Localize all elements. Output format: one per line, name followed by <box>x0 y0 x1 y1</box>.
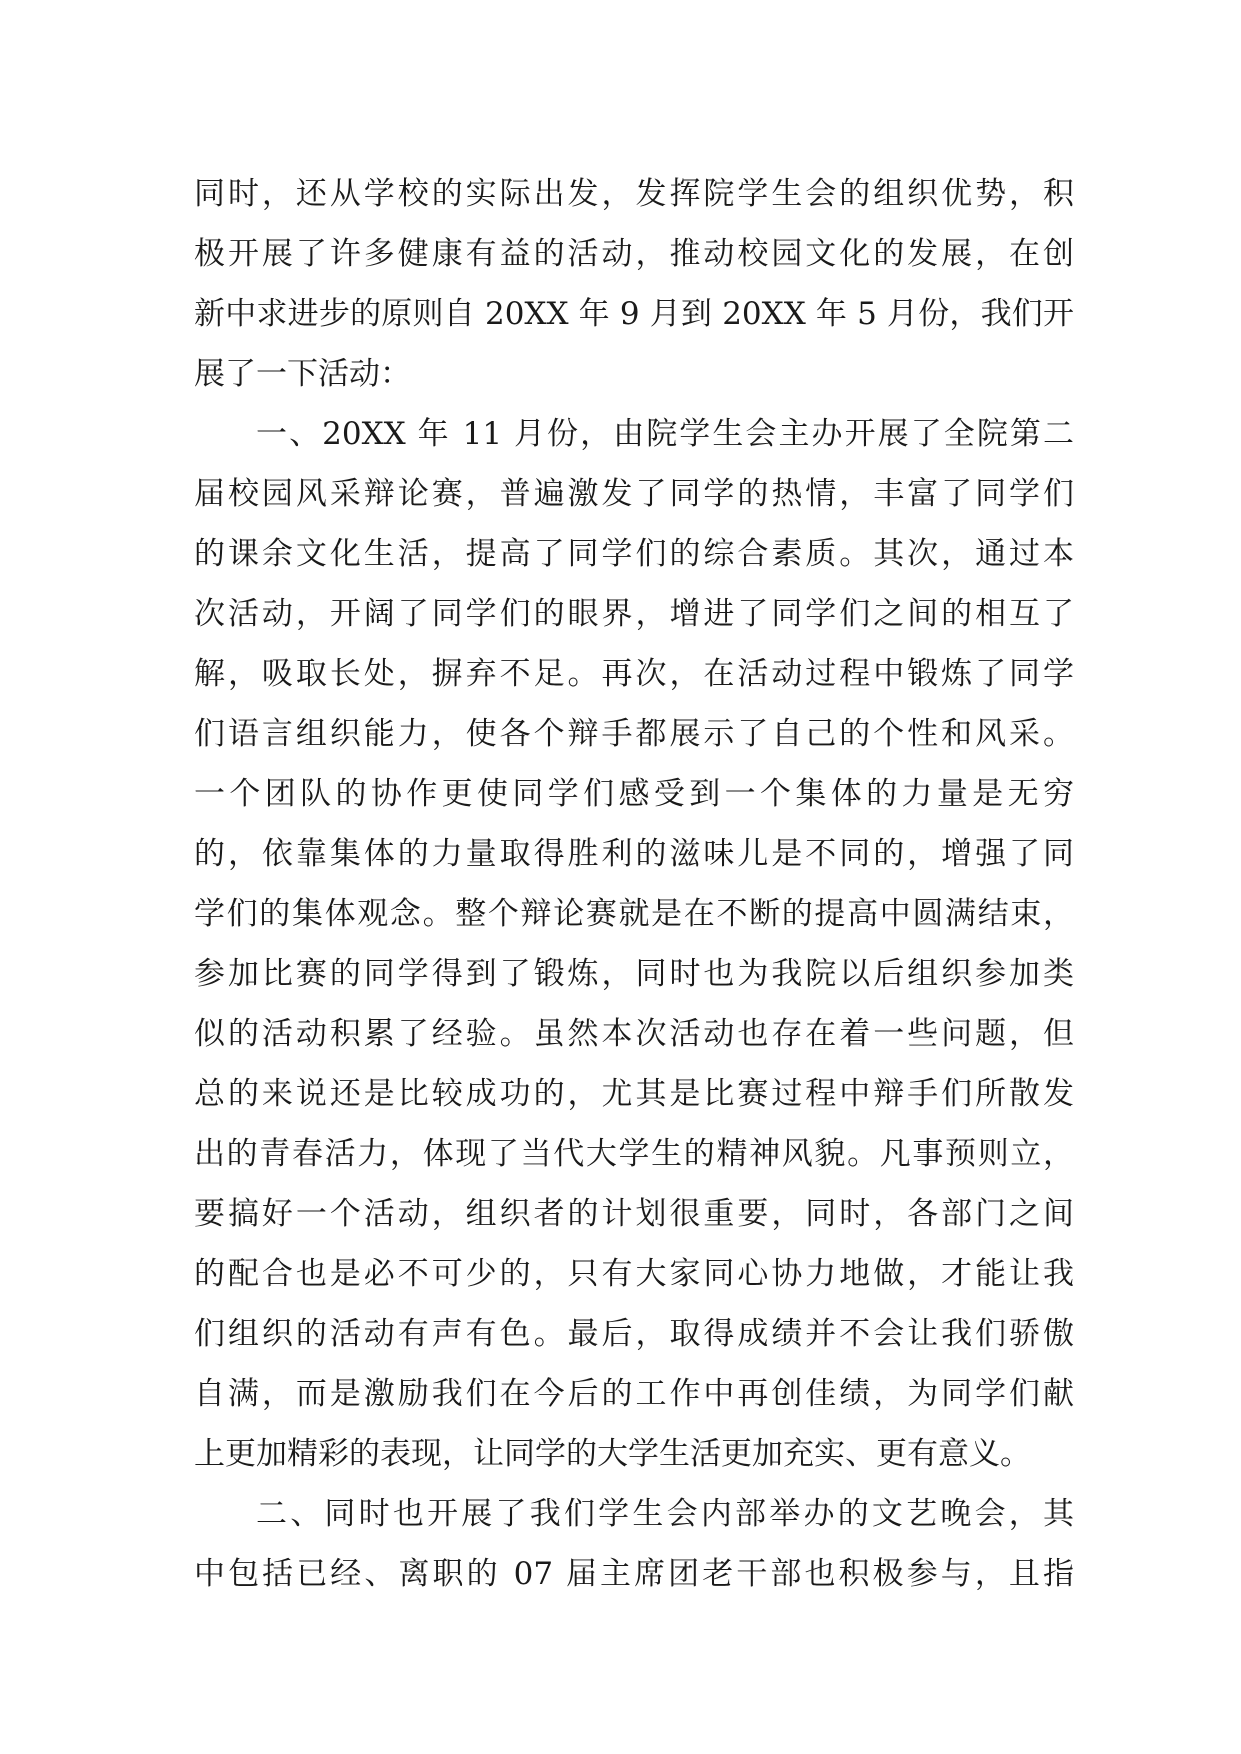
paragraph-start-line: 二、同时也开展了我们学生会内部举办的文艺晚会，其 <box>256 1496 1074 1532</box>
text-line: 的配合也是必不可少的，只有大家同心协力地做，才能让我 <box>194 1256 1074 1292</box>
document-body <box>194 164 1074 1604</box>
text-line: 上更加精彩的表现，让同学的大学生活更加充实、更有意义。 <box>194 1436 1031 1472</box>
text-line: 要搞好一个活动，组织者的计划很重要，同时，各部门之间 <box>194 1196 1074 1232</box>
text-line: 自满，而是激励我们在今后的工作中再创佳绩，为同学们献 <box>194 1376 1074 1412</box>
text-line: 次活动，开阔了同学们的眼界，增进了同学们之间的相互了 <box>194 596 1074 632</box>
text-line: 中包括已经、离职的 07 届主席团老干部也积极参与，且指 <box>194 1556 1074 1592</box>
text-line: 们组织的活动有声有色。最后，取得成绩并不会让我们骄傲 <box>194 1316 1074 1352</box>
text-line: 展了一下活动： <box>194 356 411 392</box>
text-line: 新中求进步的原则自 20XX 年 9 月到 20XX 年 5 月份，我们开 <box>194 296 1074 332</box>
text-line: 的，依靠集体的力量取得胜利的滋味儿是不同的，增强了同 <box>194 836 1074 872</box>
text-line: 参加比赛的同学得到了锻炼，同时也为我院以后组织参加类 <box>194 956 1074 992</box>
text-line: 似的活动积累了经验。虽然本次活动也存在着一些问题，但 <box>194 1016 1074 1052</box>
text-line: 总的来说还是比较成功的，尤其是比赛过程中辩手们所散发 <box>194 1076 1074 1112</box>
text-line: 的课余文化生活，提高了同学们的综合素质。其次，通过本 <box>194 536 1074 572</box>
text-line: 极开展了许多健康有益的活动，推动校园文化的发展，在创 <box>194 236 1074 272</box>
paragraph-start-line: 一、20XX 年 11 月份，由院学生会主办开展了全院第二 <box>256 416 1074 452</box>
text-line: 解，吸取长处，摒弃不足。再次，在活动过程中锻炼了同学 <box>194 656 1074 692</box>
text-line: 届校园风采辩论赛，普遍激发了同学的热情，丰富了同学们 <box>194 476 1074 512</box>
text-line: 们语言组织能力，使各个辩手都展示了自己的个性和风采。 <box>194 716 1074 752</box>
text-line: 出的青春活力，体现了当代大学生的精神风貌。凡事预则立， <box>194 1136 1074 1172</box>
text-line: 一个团队的协作更使同学们感受到一个集体的力量是无穷 <box>194 776 1074 812</box>
text-line: 学们的集体观念。整个辩论赛就是在不断的提高中圆满结束， <box>194 896 1074 932</box>
text-line: 同时，还从学校的实际出发，发挥院学生会的组织优势，积 <box>194 176 1074 212</box>
